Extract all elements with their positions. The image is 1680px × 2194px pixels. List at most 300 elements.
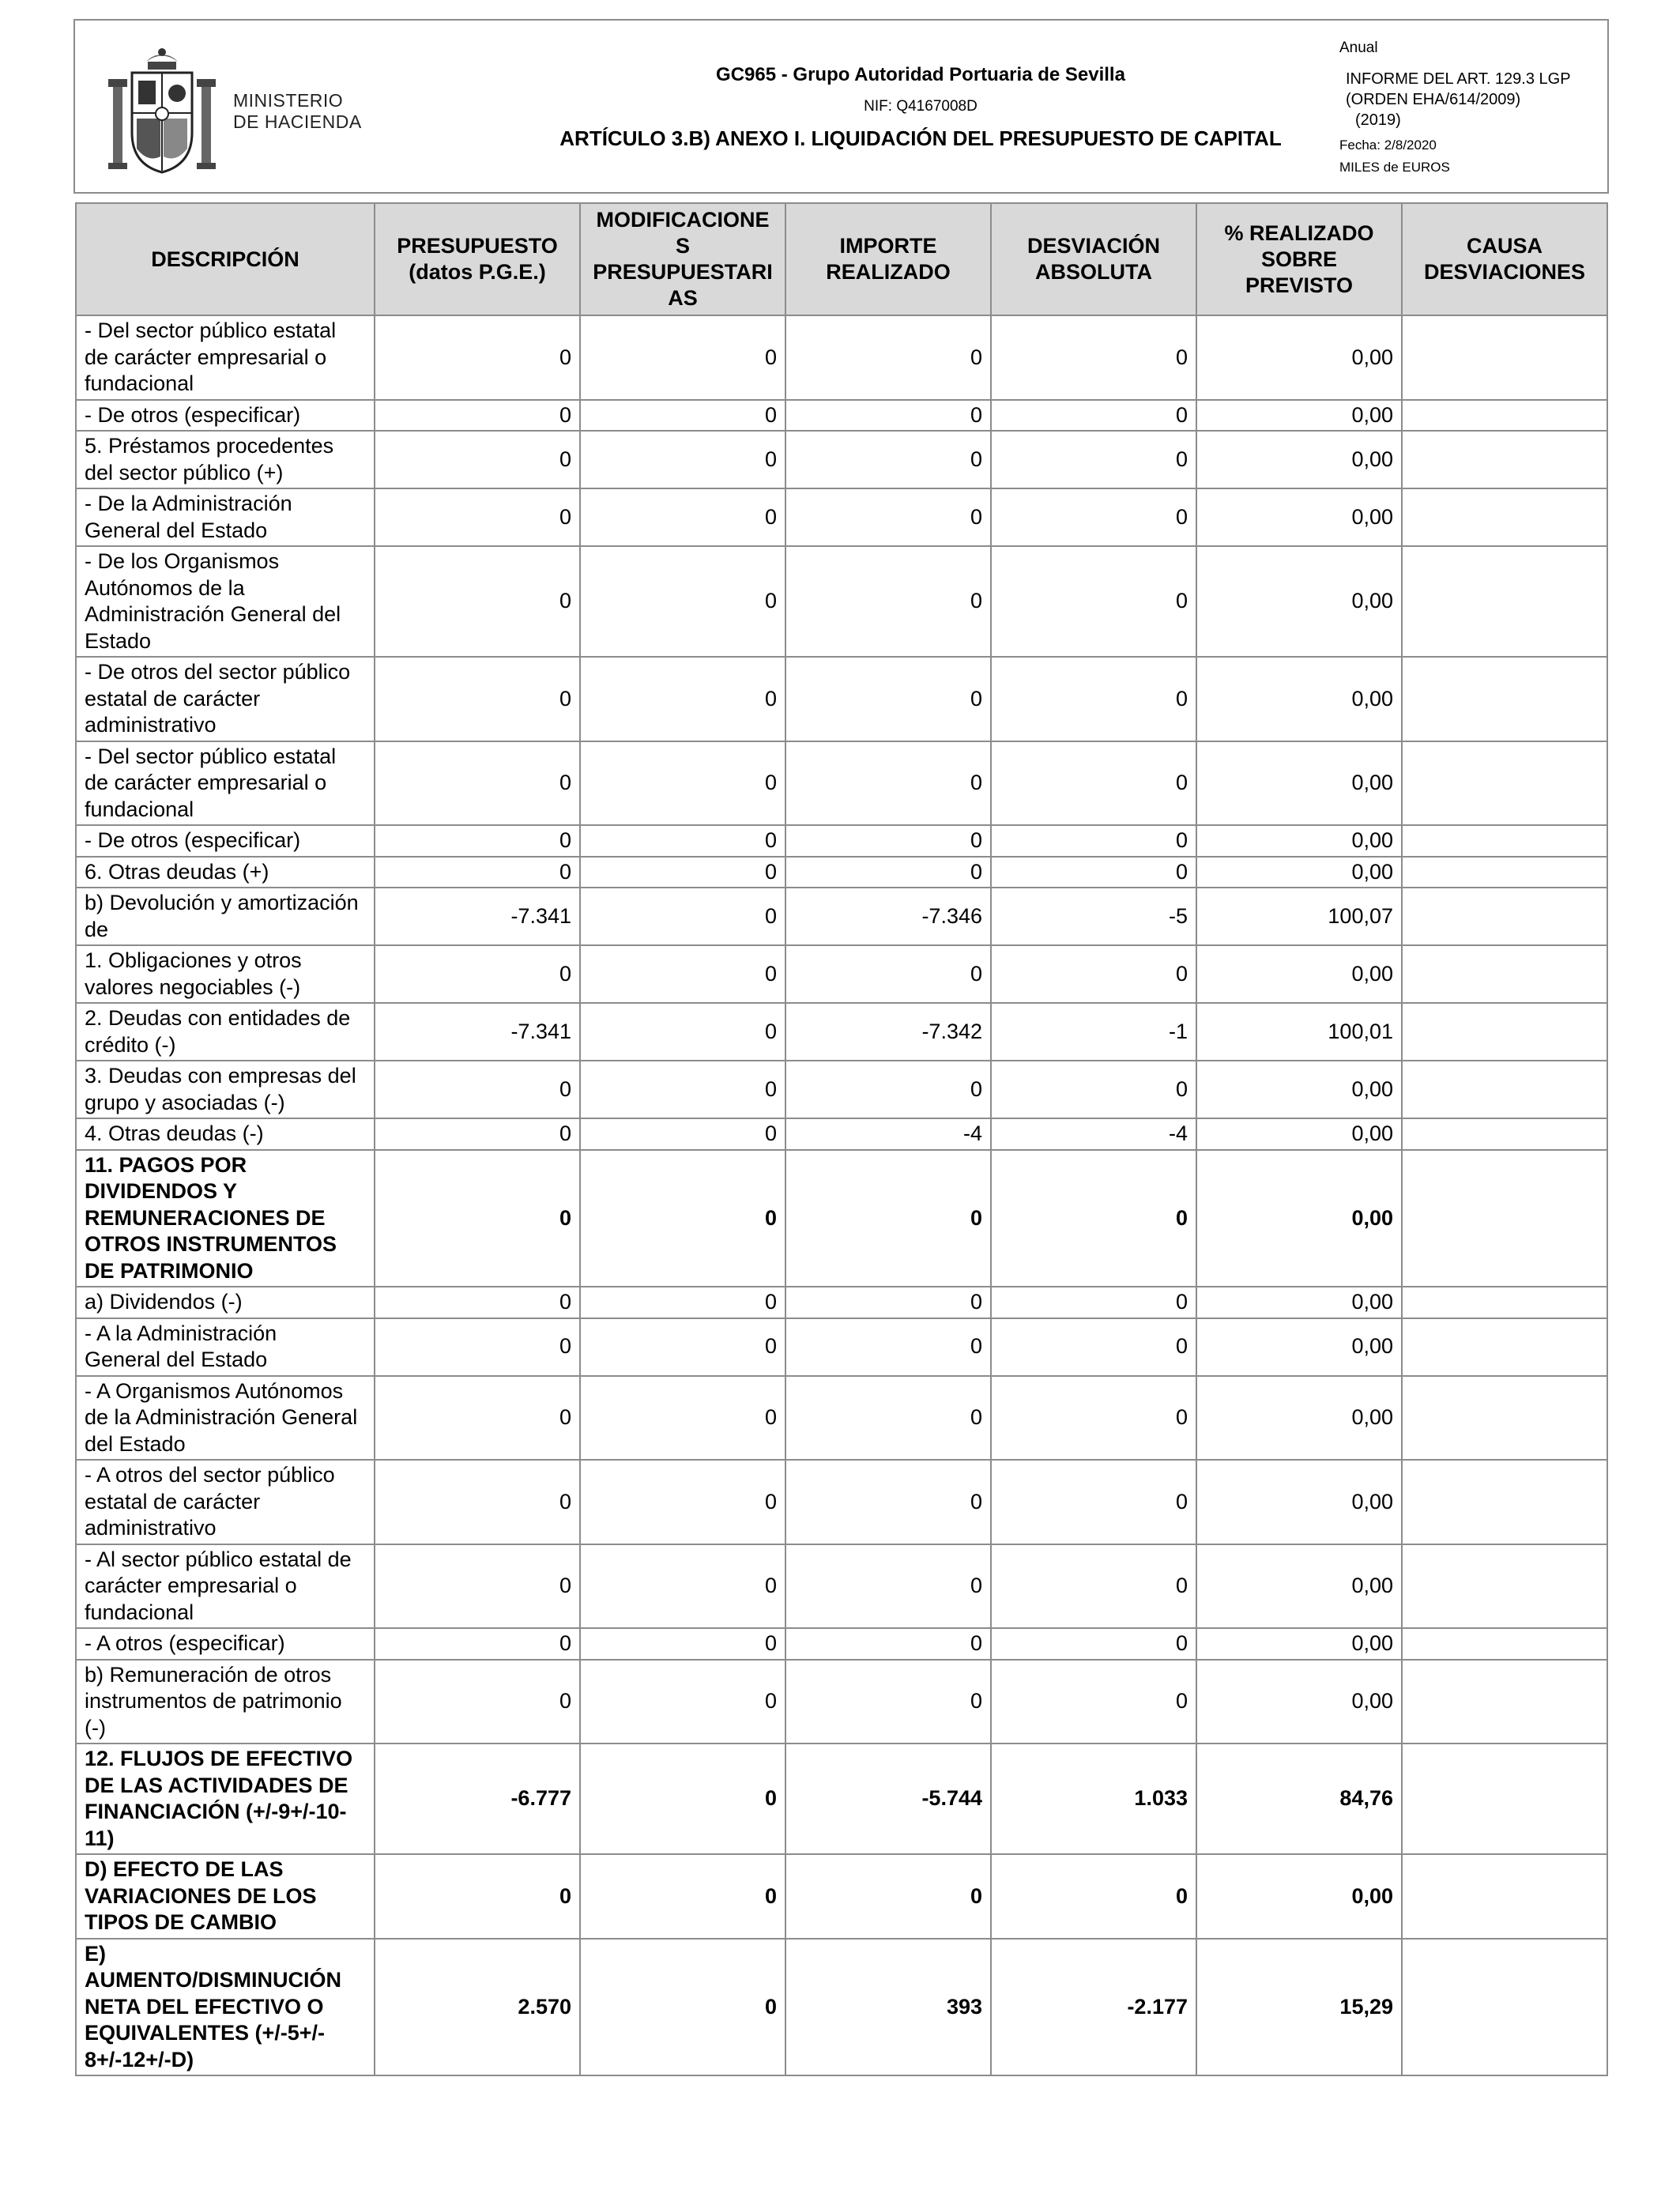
- row-description-line: de la Administración General: [85, 1405, 358, 1429]
- table-row: [76, 825, 1607, 857]
- row-value-3: 0: [991, 488, 1196, 546]
- row-description-line: del sector público (+): [85, 460, 284, 484]
- table-row: [76, 431, 1607, 488]
- row-description-line: 6. Otras deudas (+): [85, 859, 269, 884]
- table-row: [76, 1318, 1607, 1376]
- row-value-0: 0: [375, 857, 580, 888]
- row-value-3: 0: [991, 1660, 1196, 1744]
- row-description-line: DE PATRIMONIO: [85, 1258, 254, 1283]
- table-row: [76, 1939, 1607, 2076]
- row-value-2: 0: [785, 488, 991, 546]
- row-value-1: 0: [580, 1118, 785, 1150]
- row-value-3: 0: [991, 1544, 1196, 1629]
- row-description-line: de: [85, 917, 109, 941]
- report-header: [73, 19, 1609, 194]
- row-description-line: administrativo: [85, 713, 217, 737]
- row-value-2: 0: [785, 945, 991, 1003]
- row-description-line: 2. Deudas con entidades de: [85, 1006, 351, 1030]
- row-value-4: 84,76: [1196, 1744, 1402, 1854]
- row-value-1: 0: [580, 1854, 785, 1939]
- table-row: [76, 657, 1607, 741]
- row-value-1: 0: [580, 1061, 785, 1118]
- row-value-3: 0: [991, 431, 1196, 488]
- row-value-0: 2.570: [375, 1939, 580, 2076]
- row-value-3: 0: [991, 315, 1196, 400]
- row-value-1: 0: [580, 1660, 785, 1744]
- row-value-0: -6.777: [375, 1744, 580, 1854]
- row-description-line: administrativo: [85, 1516, 217, 1540]
- row-value-2: 0: [785, 1150, 991, 1287]
- column-header-line: DESVIACIONES: [1423, 260, 1586, 284]
- table-row: [76, 1003, 1607, 1061]
- row-value-4: 0,00: [1196, 546, 1402, 657]
- row-value-2: 0: [785, 1376, 991, 1461]
- row-value-4: 0,00: [1196, 315, 1402, 400]
- row-value-5: [1402, 546, 1607, 657]
- row-value-1: 0: [580, 1003, 785, 1061]
- row-value-1: 0: [580, 400, 785, 432]
- row-value-0: 0: [375, 1376, 580, 1461]
- row-description-line: E): [85, 1941, 106, 1966]
- column-header-line: SOBRE: [1260, 247, 1338, 271]
- column-header-1: [375, 203, 580, 315]
- row-value-2: 0: [785, 1460, 991, 1544]
- row-description-line: fundacional: [85, 371, 194, 395]
- row-value-1: 0: [580, 945, 785, 1003]
- table-row: [76, 1854, 1607, 1939]
- row-description-line: de carácter empresarial o: [85, 345, 327, 369]
- row-description-line: b) Devolución y amortización: [85, 891, 359, 914]
- row-description-line: - De los Organismos: [85, 549, 280, 573]
- organization-name: GC965 - Grupo Autoridad Portuaria de Sevilla: [716, 64, 1125, 85]
- row-value-5: [1402, 945, 1607, 1003]
- row-value-2: 0: [785, 1287, 991, 1318]
- row-value-0: 0: [375, 1544, 580, 1629]
- row-description-line: - Del sector público estatal: [85, 744, 337, 768]
- row-description: [76, 1003, 375, 1061]
- table-row: [76, 488, 1607, 546]
- row-value-4: 0,00: [1196, 1854, 1402, 1939]
- row-value-0: 0: [375, 657, 580, 741]
- row-description-line: - Del sector público estatal: [85, 319, 337, 342]
- row-value-5: [1402, 857, 1607, 888]
- row-value-5: [1402, 888, 1607, 945]
- row-value-3: -4: [991, 1118, 1196, 1150]
- row-value-2: 0: [785, 857, 991, 888]
- row-description-line: - De la Administración: [85, 492, 292, 515]
- row-description-line: NETA DEL EFECTIVO O: [85, 1994, 324, 2019]
- row-value-4: 0,00: [1196, 1061, 1402, 1118]
- row-value-1: 0: [580, 657, 785, 741]
- table-row: [76, 857, 1607, 888]
- row-description-line: estatal de carácter: [85, 686, 261, 711]
- row-value-1: 0: [580, 488, 785, 546]
- row-value-4: 15,29: [1196, 1939, 1402, 2076]
- row-value-5: [1402, 488, 1607, 546]
- row-value-0: 0: [375, 546, 580, 657]
- row-value-3: 0: [991, 1287, 1196, 1318]
- row-value-4: 0,00: [1196, 1150, 1402, 1287]
- row-value-0: 0: [375, 400, 580, 432]
- row-value-4: 0,00: [1196, 825, 1402, 857]
- row-value-2: 0: [785, 657, 991, 741]
- row-value-5: [1402, 1376, 1607, 1461]
- row-value-2: 0: [785, 1660, 991, 1744]
- row-value-5: [1402, 825, 1607, 857]
- row-value-1: 0: [580, 315, 785, 400]
- row-value-1: 0: [580, 1628, 785, 1660]
- table-row: [76, 1287, 1607, 1318]
- row-value-0: 0: [375, 1118, 580, 1150]
- row-value-5: [1402, 1287, 1607, 1318]
- row-value-1: 0: [580, 1376, 785, 1461]
- column-header-line: PRESUPUESTO: [397, 234, 558, 258]
- table-row: [76, 1744, 1607, 1854]
- table-row: [76, 741, 1607, 826]
- column-header-5: [1196, 203, 1402, 315]
- row-value-2: 0: [785, 1628, 991, 1660]
- column-header-line: PRESUPUESTARI: [593, 260, 773, 284]
- ministry-name: [233, 90, 362, 133]
- row-value-4: 0,00: [1196, 945, 1402, 1003]
- row-value-1: 0: [580, 825, 785, 857]
- informe-line-3: (2019): [1355, 111, 1401, 129]
- table-row: [76, 888, 1607, 945]
- row-description-line: FINANCIACIÓN (+/-9+/-10-: [85, 1800, 347, 1823]
- row-description-line: - Al sector público estatal de: [85, 1547, 352, 1571]
- budget-table: [75, 202, 1608, 2076]
- row-value-3: 0: [991, 546, 1196, 657]
- row-value-0: 0: [375, 1150, 580, 1287]
- row-value-1: 0: [580, 1544, 785, 1629]
- row-value-2: 0: [785, 431, 991, 488]
- row-value-0: 0: [375, 945, 580, 1003]
- table-row: [76, 546, 1607, 657]
- row-description-line: 8+/-12+/-D): [85, 2047, 194, 2071]
- row-value-0: 0: [375, 1318, 580, 1376]
- row-value-1: 0: [580, 857, 785, 888]
- row-value-1: 0: [580, 1150, 785, 1287]
- row-description-line: 11): [85, 1826, 115, 1850]
- row-value-3: 0: [991, 741, 1196, 826]
- table-row: [76, 945, 1607, 1003]
- row-value-3: 0: [991, 945, 1196, 1003]
- table-row: [76, 1150, 1607, 1287]
- row-value-4: 0,00: [1196, 431, 1402, 488]
- row-description: [76, 888, 375, 945]
- row-value-2: 0: [785, 1061, 991, 1118]
- row-description: [76, 1628, 375, 1660]
- table-row: [76, 1376, 1607, 1461]
- row-value-0: 0: [375, 1628, 580, 1660]
- row-description-line: 5. Préstamos procedentes: [85, 434, 334, 458]
- row-value-3: 0: [991, 825, 1196, 857]
- row-description-line: General del Estado: [85, 518, 268, 542]
- row-description-line: VARIACIONES DE LOS: [85, 1883, 317, 1908]
- column-header-line: ABSOLUTA: [1035, 260, 1152, 284]
- table-row: [76, 1061, 1607, 1118]
- row-value-2: 0: [785, 546, 991, 657]
- row-value-2: 0: [785, 400, 991, 432]
- row-value-2: 0: [785, 1544, 991, 1629]
- row-description: [76, 857, 375, 888]
- row-value-4: 0,00: [1196, 488, 1402, 546]
- row-description-line: EQUIVALENTES (+/-5+/-: [85, 2021, 326, 2045]
- row-description: [76, 1118, 375, 1150]
- row-value-4: 0,00: [1196, 1660, 1402, 1744]
- row-value-1: 0: [580, 1460, 785, 1544]
- table-row: [76, 1544, 1607, 1629]
- row-description: [76, 1854, 375, 1939]
- row-value-3: 1.033: [991, 1744, 1196, 1854]
- row-description: [76, 1318, 375, 1376]
- row-value-4: 0,00: [1196, 1318, 1402, 1376]
- row-description-line: 3. Deudas con empresas del: [85, 1064, 356, 1088]
- table-row: [76, 400, 1607, 432]
- row-value-3: -2.177: [991, 1939, 1196, 2076]
- row-value-5: [1402, 1003, 1607, 1061]
- units-label: MILES de EUROS: [1339, 160, 1450, 175]
- row-value-2: -5.744: [785, 1744, 991, 1854]
- column-header-line: IMPORTE: [839, 234, 937, 258]
- row-value-0: 0: [375, 1287, 580, 1318]
- row-value-2: 0: [785, 1854, 991, 1939]
- row-description-line: crédito (-): [85, 1032, 176, 1057]
- row-description-line: - A otros del sector público: [85, 1463, 335, 1487]
- table-row: [76, 1660, 1607, 1744]
- row-description: [76, 400, 375, 432]
- column-header-3: [785, 203, 991, 315]
- row-description: [76, 1544, 375, 1629]
- column-header-line: DESCRIPCIÓN: [151, 247, 299, 271]
- row-value-4: 0,00: [1196, 1118, 1402, 1150]
- row-description-line: 11. PAGOS POR: [85, 1152, 247, 1177]
- row-description-line: - De otros (especificar): [85, 402, 301, 427]
- row-description-line: Administración General del: [85, 602, 341, 626]
- row-value-0: 0: [375, 825, 580, 857]
- table-row: [76, 315, 1607, 400]
- row-description-line: Estado: [85, 628, 152, 653]
- informe-line-2: (ORDEN EHA/614/2009): [1346, 91, 1521, 108]
- row-value-3: -1: [991, 1003, 1196, 1061]
- row-description-line: - De otros (especificar): [85, 828, 301, 852]
- row-value-0: 0: [375, 431, 580, 488]
- nif-label: NIF: Q4167008D: [864, 98, 977, 115]
- row-description-line: - De otros del sector público: [85, 660, 351, 684]
- row-description-line: AUMENTO/DISMINUCIÓN: [85, 1968, 342, 1992]
- row-value-0: -7.341: [375, 1003, 580, 1061]
- row-value-1: 0: [580, 741, 785, 826]
- row-value-3: 0: [991, 1628, 1196, 1660]
- row-description-line: TIPOS DE CAMBIO: [85, 1910, 277, 1934]
- row-description: [76, 1150, 375, 1287]
- row-value-3: 0: [991, 857, 1196, 888]
- row-value-4: 0,00: [1196, 1628, 1402, 1660]
- row-value-4: 0,00: [1196, 1544, 1402, 1629]
- row-value-0: 0: [375, 315, 580, 400]
- row-value-1: 0: [580, 431, 785, 488]
- row-value-1: 0: [580, 1287, 785, 1318]
- row-value-2: 0: [785, 1318, 991, 1376]
- row-description-line: - A Organismos Autónomos: [85, 1378, 344, 1403]
- row-value-2: 0: [785, 315, 991, 400]
- row-value-4: 0,00: [1196, 1460, 1402, 1544]
- row-value-4: 0,00: [1196, 400, 1402, 432]
- row-description-line: valores negociables (-): [85, 974, 301, 999]
- row-description-line: b) Remuneración de otros: [85, 1662, 332, 1687]
- column-header-line: % REALIZADO: [1224, 221, 1374, 245]
- row-value-4: 0,00: [1196, 741, 1402, 826]
- row-description: [76, 488, 375, 546]
- row-value-1: 0: [580, 546, 785, 657]
- row-value-3: 0: [991, 1318, 1196, 1376]
- row-value-2: 0: [785, 741, 991, 826]
- row-value-5: [1402, 1318, 1607, 1376]
- row-description-line: del Estado: [85, 1431, 186, 1456]
- row-description-line: D) EFECTO DE LAS: [85, 1857, 284, 1881]
- row-description-line: a) Dividendos (-): [85, 1290, 243, 1314]
- row-description-line: de carácter empresarial o: [85, 771, 327, 794]
- row-value-0: 0: [375, 1460, 580, 1544]
- row-value-5: [1402, 1744, 1607, 1854]
- row-value-0: 0: [375, 1061, 580, 1118]
- row-value-2: -7.342: [785, 1003, 991, 1061]
- column-header-0: [76, 203, 375, 315]
- row-value-0: 0: [375, 1660, 580, 1744]
- row-description-line: REMUNERACIONES DE: [85, 1205, 326, 1230]
- row-value-4: 0,00: [1196, 857, 1402, 888]
- ministry-line-2: DE HACIENDA: [233, 111, 362, 132]
- row-value-0: -7.341: [375, 888, 580, 945]
- row-value-2: -4: [785, 1118, 991, 1150]
- row-value-2: 0: [785, 825, 991, 857]
- row-description: [76, 1460, 375, 1544]
- row-description-line: Autónomos de la: [85, 575, 245, 600]
- row-value-4: 100,01: [1196, 1003, 1402, 1061]
- row-description-line: carácter empresarial o: [85, 1574, 297, 1597]
- row-value-5: [1402, 1061, 1607, 1118]
- row-value-5: [1402, 741, 1607, 826]
- row-description-line: 4. Otras deudas (-): [85, 1122, 264, 1145]
- column-header-2: [580, 203, 785, 315]
- row-description-line: 12. FLUJOS DE EFECTIVO: [85, 1747, 353, 1770]
- row-value-5: [1402, 400, 1607, 432]
- table-row: [76, 1628, 1607, 1660]
- row-value-5: [1402, 1628, 1607, 1660]
- row-description-line: 1. Obligaciones y otros: [85, 948, 302, 972]
- row-description: [76, 1376, 375, 1461]
- row-value-5: [1402, 1660, 1607, 1744]
- row-description: [76, 1939, 375, 2076]
- row-value-5: [1402, 1939, 1607, 2076]
- informe-reference: [1346, 69, 1571, 130]
- row-value-1: 0: [580, 888, 785, 945]
- table-header-row: [76, 203, 1607, 315]
- row-value-2: -7.346: [785, 888, 991, 945]
- column-header-line: REALIZADO: [826, 260, 951, 284]
- row-value-1: 0: [580, 1744, 785, 1854]
- row-value-3: 0: [991, 1460, 1196, 1544]
- row-value-5: [1402, 1460, 1607, 1544]
- row-description-line: DE LAS ACTIVIDADES DE: [85, 1773, 348, 1797]
- column-header-line: S: [675, 234, 690, 258]
- row-description-line: General del Estado: [85, 1348, 268, 1371]
- row-description: [76, 945, 375, 1003]
- row-value-5: [1402, 431, 1607, 488]
- row-value-3: 0: [991, 1061, 1196, 1118]
- row-description-line: estatal de carácter: [85, 1489, 261, 1514]
- informe-line-1: INFORME DEL ART. 129.3 LGP: [1346, 70, 1571, 88]
- row-value-3: 0: [991, 1150, 1196, 1287]
- row-value-3: 0: [991, 400, 1196, 432]
- column-header-6: [1402, 203, 1607, 315]
- row-value-1: 0: [580, 1318, 785, 1376]
- report-date: Fecha: 2/8/2020: [1339, 138, 1437, 153]
- row-value-5: [1402, 1118, 1607, 1150]
- row-value-5: [1402, 1854, 1607, 1939]
- row-description: [76, 431, 375, 488]
- column-header-4: [991, 203, 1196, 315]
- row-description-line: grupo y asociadas (-): [85, 1090, 285, 1114]
- row-value-5: [1402, 315, 1607, 400]
- row-value-3: 0: [991, 1854, 1196, 1939]
- column-header-line: DESVIACIÓN: [1026, 234, 1161, 258]
- row-description-line: instrumentos de patrimonio: [85, 1689, 342, 1713]
- row-description-line: - A otros (especificar): [85, 1631, 285, 1655]
- row-value-0: 0: [375, 1854, 580, 1939]
- row-description-line: OTROS INSTRUMENTOS: [85, 1232, 337, 1256]
- row-value-4: 0,00: [1196, 657, 1402, 741]
- row-value-4: 0,00: [1196, 1376, 1402, 1461]
- column-header-line: (datos P.G.E.): [409, 260, 546, 284]
- row-description: [76, 741, 375, 826]
- row-description: [76, 825, 375, 857]
- row-value-1: 0: [580, 1939, 785, 2076]
- row-value-0: 0: [375, 741, 580, 826]
- row-description: [76, 657, 375, 741]
- row-value-0: 0: [375, 488, 580, 546]
- row-value-4: 0,00: [1196, 1287, 1402, 1318]
- article-title: ARTÍCULO 3.B) ANEXO I. LIQUIDACIÓN DEL PRESUPUESTO DE CAPITAL: [559, 126, 1282, 150]
- column-header-line: CAUSA: [1466, 234, 1543, 258]
- row-description-line: - A la Administración: [85, 1321, 277, 1345]
- row-description-line: fundacional: [85, 797, 194, 821]
- table-row: [76, 1118, 1607, 1150]
- period-label: Anual: [1339, 40, 1378, 56]
- row-value-5: [1402, 1544, 1607, 1629]
- row-value-3: 0: [991, 1376, 1196, 1461]
- row-value-5: [1402, 1150, 1607, 1287]
- row-value-3: -5: [991, 888, 1196, 945]
- row-description: [76, 546, 375, 657]
- row-description: [76, 1744, 375, 1854]
- column-header-line: MODIFICACIONE: [596, 208, 770, 232]
- table-row: [76, 1460, 1607, 1544]
- row-description: [76, 1287, 375, 1318]
- row-description-line: (-): [85, 1715, 106, 1740]
- row-description: [76, 1660, 375, 1744]
- table-body: [76, 315, 1607, 2075]
- row-description-line: DIVIDENDOS Y: [85, 1179, 238, 1203]
- row-description: [76, 315, 375, 400]
- column-header-line: AS: [668, 286, 698, 310]
- row-value-3: 0: [991, 657, 1196, 741]
- row-value-2: 393: [785, 1939, 991, 2076]
- row-value-5: [1402, 657, 1607, 741]
- row-description-line: fundacional: [85, 1600, 194, 1624]
- column-header-line: PREVISTO: [1245, 273, 1354, 297]
- ministry-line-1: MINISTERIO: [233, 90, 344, 111]
